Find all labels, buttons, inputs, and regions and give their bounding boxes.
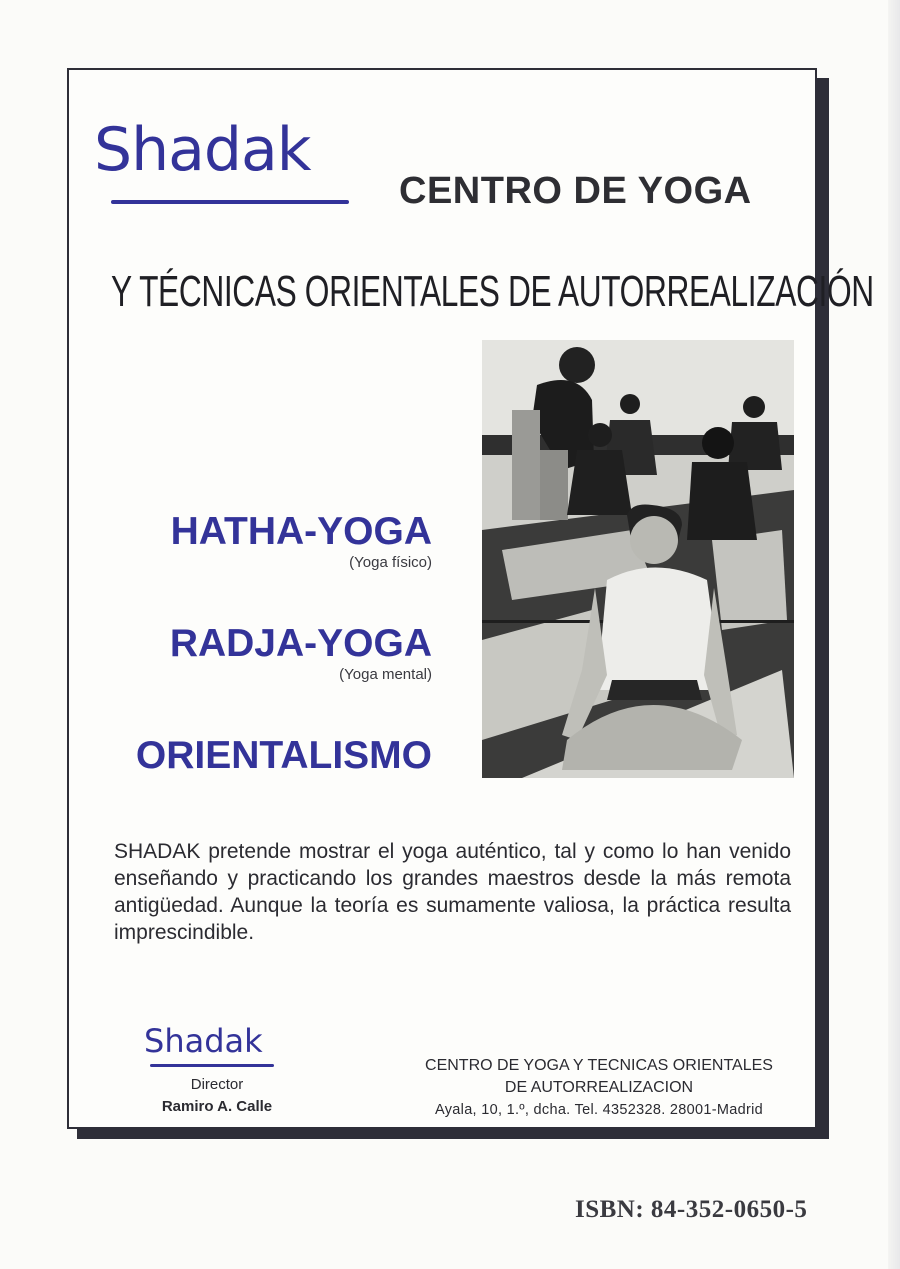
course-hatha-yoga — [171, 510, 432, 572]
course-name: HATHA-YOGA — [170, 510, 432, 553]
course-subtitle: (Yoga mental) — [339, 666, 432, 683]
director-name: Ramiro A. Calle — [161, 1098, 273, 1115]
footer-logo-underline — [150, 1064, 274, 1067]
course-name: RADJA-YOGA — [169, 622, 432, 665]
course-radja-yoga — [170, 622, 432, 684]
photo-illustration — [482, 340, 794, 778]
footer-logo-text: Shadak — [144, 1022, 263, 1060]
header-title: CENTRO DE YOGA — [399, 170, 752, 212]
director-label: Director — [190, 1076, 244, 1093]
yoga-class-photo — [482, 340, 794, 778]
course-orientalismo — [136, 734, 432, 778]
address-line-3: Ayala, 10, 1.º, dcha. Tel. 4352328. 28001-Madrid — [435, 1102, 763, 1118]
address-line-1: CENTRO DE YOGA Y TECNICAS ORIENTALES — [425, 1057, 773, 1074]
shadak-logo — [94, 110, 369, 210]
page-edge — [888, 0, 900, 1269]
logo-underline — [111, 200, 349, 204]
isbn-number: ISBN: 84-352-0650-5 — [575, 1196, 808, 1223]
logo-text: Shadak — [94, 115, 311, 185]
description-paragraph: SHADAK pretende mostrar el yoga auténtico, tal y como lo han venido enseñando y practicando los grandes maestros desde la más remota antigüedad. Aunque la teoría es sumamente valiosa, la práctica resulta imprescindible. — [114, 840, 791, 944]
course-name: ORIENTALISMO — [135, 734, 432, 777]
address-line-2: DE AUTORREALIZACION — [504, 1079, 694, 1096]
course-subtitle: (Yoga físico) — [349, 554, 432, 571]
advertisement-box — [67, 68, 874, 1129]
address-block — [399, 1055, 799, 1121]
header-subtitle: Y TÉCNICAS ORIENTALES DE AUTORREALIZACIÓN — [111, 267, 874, 316]
footer-shadak-logo — [144, 1020, 284, 1072]
